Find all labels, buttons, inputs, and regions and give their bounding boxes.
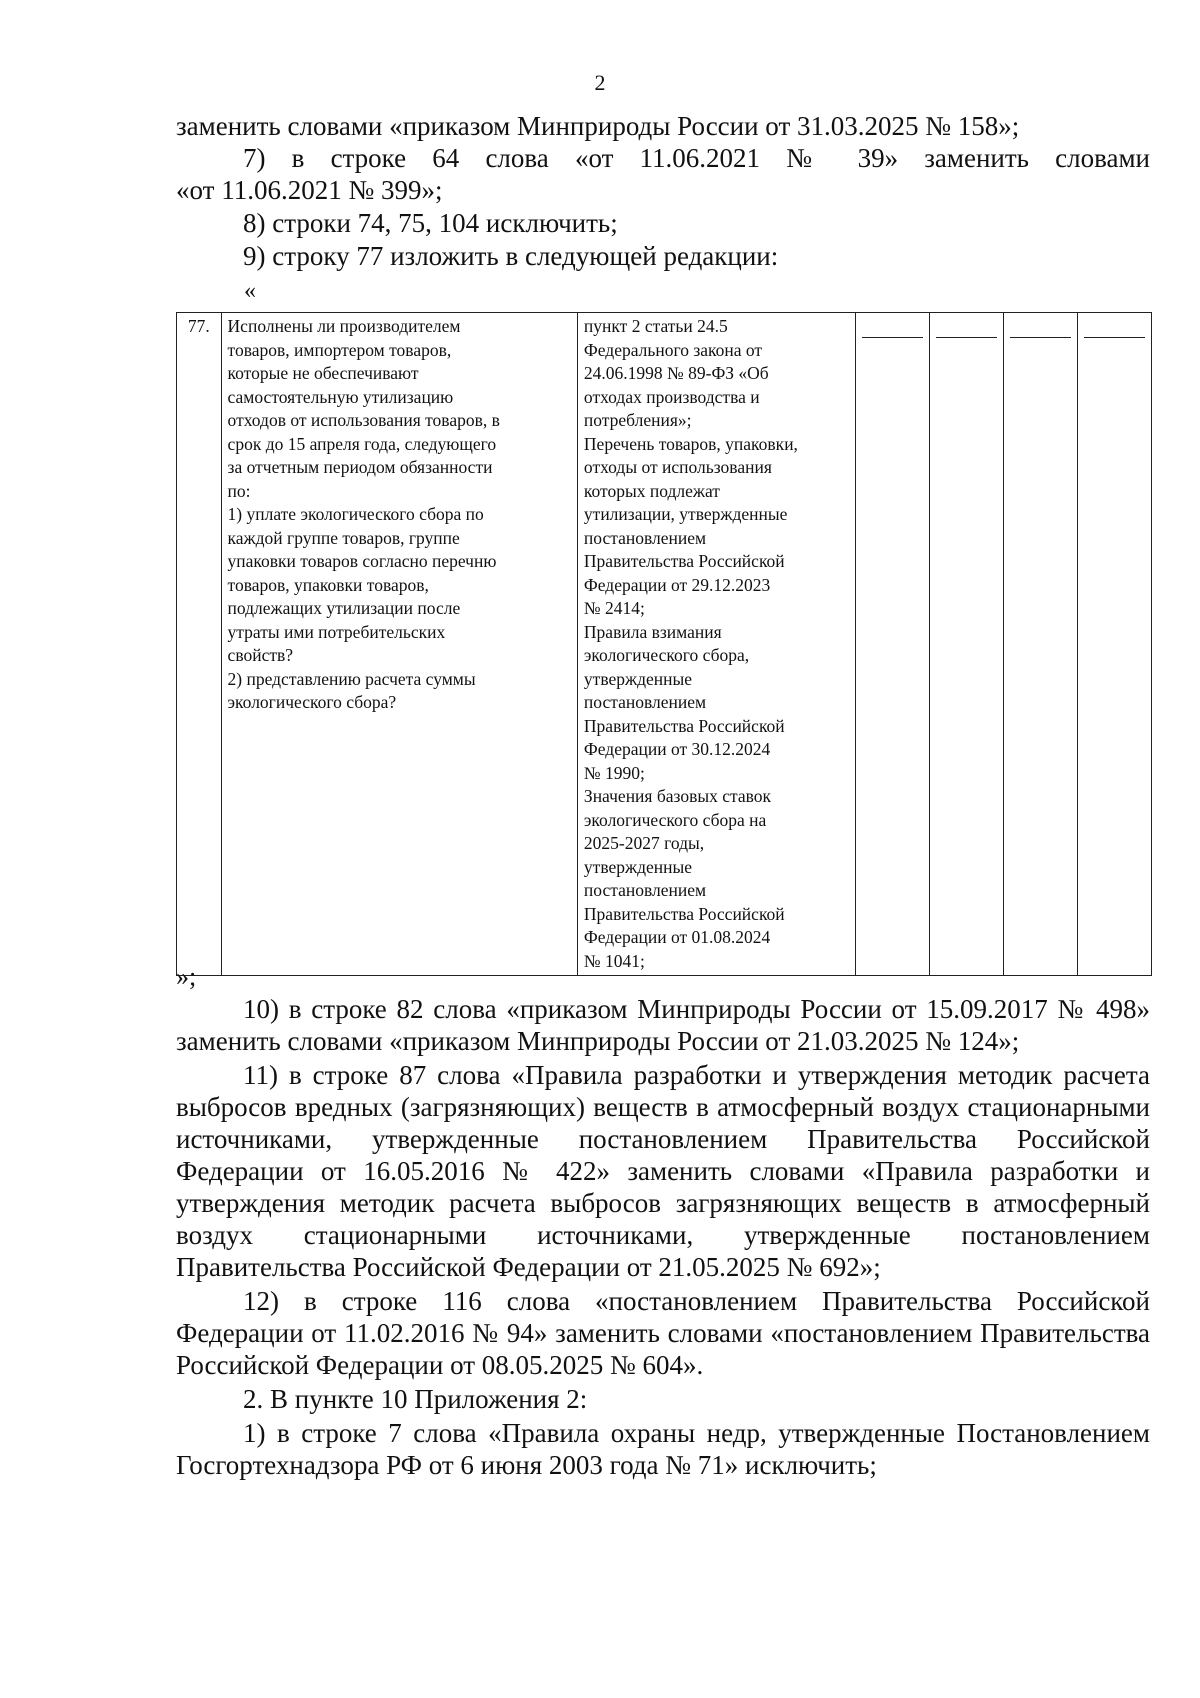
inserted-table	[176, 312, 1152, 976]
legal-basis-text: пункт 2 статьи 24.5 Федерального закона от 24.06.1998 № 89-ФЗ «Об отходах производства и потребления»; Перечень товаров, упаковки, отходы от использования которых подлежат утилизации, утвержденные постановлением Правительства Российской Федерации от 29.12.2023 № 2414; Правила взимания экологического сбора, утвержденные постановлением Правительства Российской Федерации от 30.12.2024 № 1990; Значения базовых ставок экологического сбора на 2025-2027 годы, утвержденные постановлением Правительства Российской Федерации от 01.08.2024 № 1041;	[583, 316, 798, 971]
item-12: 12) в строке 116 слова «постановлением Правительства Российской Федерации от 11.02.2016 № 94» заменить словами «постановлением Правительства Российской Федерации от 08.05.2025 № 604».	[176, 1286, 1150, 1380]
page-number: 2	[594, 70, 606, 95]
question-text: Исполнены ли производителем товаров, импортером товаров, которые не обеспечивают самостоятельную утилизацию отходов от использования товаров, в срок до 15 апреля года, следующего за отчетным периодом обязанности по: 1) уплате экологического сбора по каждой группе товаров, группе упаковки товаров согласно перечню товаров, упаковки товаров, подлежащих утилизации после утраты ими потребительских свойств? 2) представлению расчета суммы экологического сбора?	[227, 316, 500, 712]
intro-block	[176, 110, 1150, 272]
item-11: 11) в строке 87 слова «Правила разработки и утверждения методик расчета выбросов вредных (загрязняющих) веществ в атмосферный воздух стационарными источниками, утвержденные постановлением Правительства Российской Федерации от 16.05.2016 № 422» заменить словами «Правила разработки и утверждения методик расчета выбросов загрязняющих веществ в атмосферный воздух стационарными источниками, утвержденные постановлением Правительства Российской Федерации от 21.05.2025 № 692»;	[176, 1060, 1150, 1282]
section-2-heading: 2. В пункте 10 Приложения 2:	[243, 1384, 588, 1414]
empty-cell-3	[1004, 313, 1078, 976]
empty-cell-4	[1078, 313, 1152, 976]
section-2-item-1: 1) в строке 7 слова «Правила охраны недр, утвержденные Постановлением Госгортехнадзора РФ от 6 июня 2003 года № 71» исключить;	[176, 1418, 1150, 1480]
legal-basis-cell	[577, 313, 855, 976]
item-7-line-1: 7) в строке 64 слова «от 11.06.2021 № 39» заменить словами	[243, 143, 1150, 173]
table-close-quote: »;	[176, 962, 197, 991]
question-cell	[221, 313, 577, 976]
item-9: 9) строку 77 изложить в следующей редакции:	[243, 241, 779, 271]
items-block	[176, 993, 1150, 1481]
table-open-quote: «	[244, 278, 256, 304]
empty-cell-1	[856, 313, 930, 976]
item-8: 8) строки 74, 75, 104 исключить;	[243, 208, 618, 238]
item-7-line-2: «от 11.06.2021 № 399»;	[176, 175, 443, 205]
intro-line-1: заменить словами «приказом Минприроды России от 31.03.2025 № 158»;	[176, 111, 1020, 141]
item-10: 10) в строке 82 слова «приказом Минприроды России от 15.09.2017 № 498» заменить словами «приказом Минприроды России от 21.03.2025 № 124»;	[176, 994, 1150, 1056]
table-row	[177, 313, 1152, 976]
empty-cell-2	[930, 313, 1004, 976]
row-number: 77.	[177, 313, 222, 976]
